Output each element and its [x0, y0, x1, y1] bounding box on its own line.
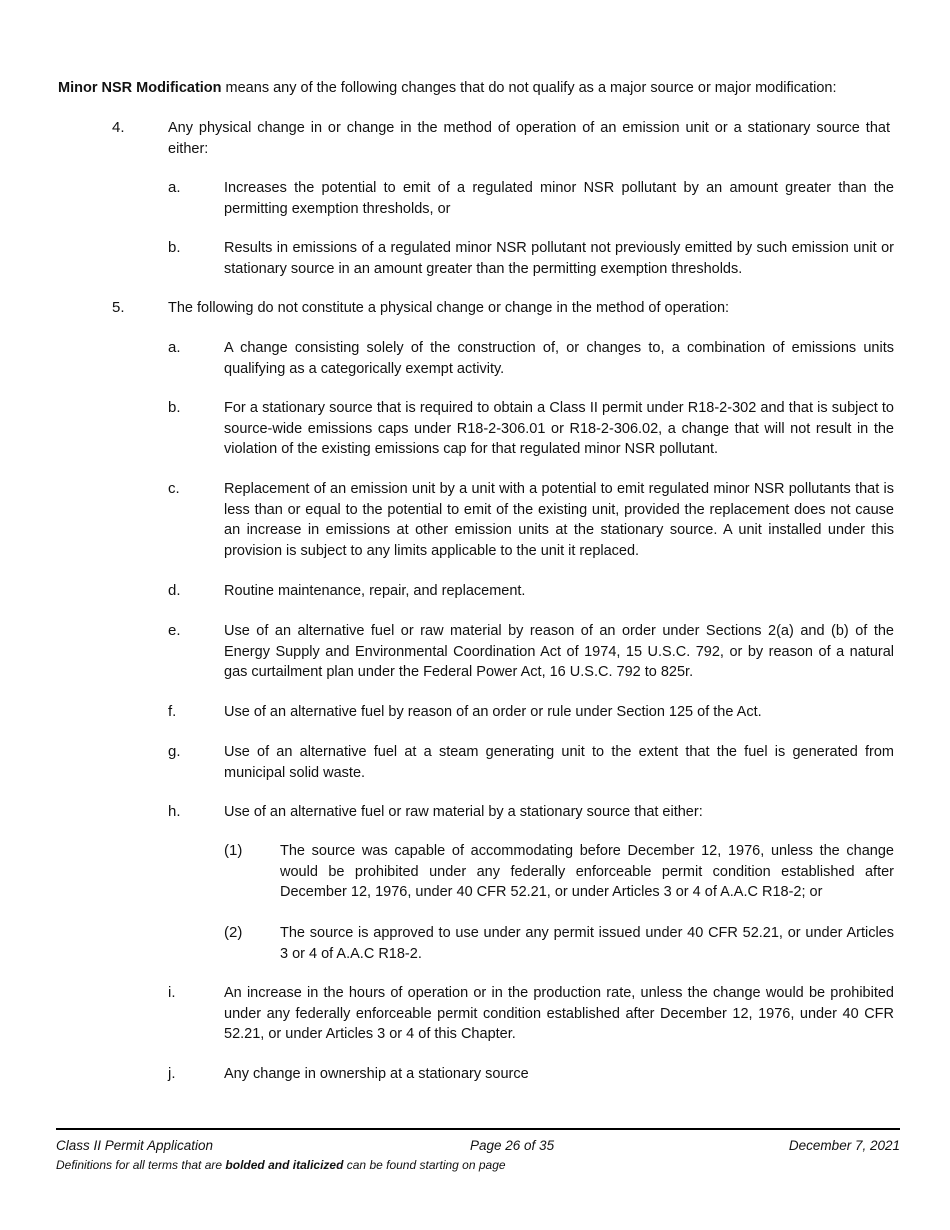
list-marker: b.: [168, 399, 181, 416]
list-marker: j.: [168, 1065, 176, 1082]
list-item-5b: [168, 398, 894, 460]
list-item-5h-1: [224, 841, 894, 903]
list-item-text: Results in emissions of a regulated minor NSR pollutant not previously emitted by such emission unit or stationary source in an amount greater than the permitting exemption thresholds.: [224, 240, 894, 277]
footer-divider: [56, 1128, 900, 1130]
list-marker: d.: [168, 582, 181, 599]
list-marker: i.: [168, 984, 176, 1001]
list-item-text: For a stationary source that is required to obtain a Class II permit under R18-2-302 and that is subject to source-wide emissions caps under R18-2-306.01 or R18-2-306.02, a change that will not result in the violation of the existing emissions cap for that regulated minor NSR pollutant.: [224, 400, 894, 457]
definition-intro: [58, 78, 898, 98]
list-marker: e.: [168, 622, 181, 639]
list-item-text: Use of an alternative fuel by reason of an order or rule under Section 125 of the Act.: [224, 704, 762, 720]
footer-note: [56, 1158, 506, 1172]
list-item-text: The source is approved to use under any permit issued under 40 CFR 52.21, or under Articles 3 or 4 of A.A.C R18-2.: [280, 925, 894, 962]
list-item-5e: [168, 621, 894, 683]
list-item-text: The source was capable of accommodating before December 12, 1976, unless the change would be prohibited under any federally enforceable permit condition established after December 12, 1976, under 40 CFR 52.21, or under Articles 3 or 4 of A.A.C R18-2; or: [280, 843, 894, 900]
list-item-text: Replacement of an emission unit by a unit with a potential to emit regulated minor NSR pollutants that is less than or equal to the potential to emit of the existing unit, provided the replacement does not cause an increase in emissions at other emission units at the stationary source. A unit installed under this provision is subject to any limits applicable to the unit it replaced.: [224, 481, 894, 559]
list-marker: (1): [224, 842, 243, 859]
list-item-text: Use of an alternative fuel or raw material by reason of an order under Sections 2(a) and (b) of the Energy Supply and Environmental Coordination Act of 1974, 15 U.S.C. 792, or by reason of a natural gas curtailment plan under the Federal Power Act, 16 U.S.C. 792 to 825r.: [224, 623, 894, 680]
list-marker: (2): [224, 924, 243, 941]
list-item-5: [112, 298, 890, 319]
list-item-text: Use of an alternative fuel or raw material by a stationary source that either:: [224, 804, 703, 820]
list-marker: 5.: [112, 299, 125, 316]
footer-date: December 7, 2021: [788, 1138, 900, 1153]
footer-doc-title: Class II Permit Application: [56, 1138, 214, 1153]
list-item-5a: [168, 338, 894, 379]
list-item-5h: [168, 802, 894, 823]
list-item-5f: [168, 702, 894, 723]
list-item-5c: [168, 479, 894, 561]
list-item-4b: [168, 238, 894, 279]
list-item-text: Any change in ownership at a stationary source: [224, 1066, 529, 1082]
list-item-text: Increases the potential to emit of a regulated minor NSR pollutant by an amount greater than the permitting exemption thresholds, or: [224, 180, 894, 217]
list-item-4a: [168, 178, 894, 219]
definition-text: means any of the following changes that do not qualify as a major source or major modification:: [221, 80, 837, 96]
list-item-text: Any physical change in or change in the method of operation of an emission unit or a stationary source that either:: [168, 120, 890, 157]
list-marker: a.: [168, 339, 181, 356]
list-item-text: Use of an alternative fuel at a steam generating unit to the extent that the fuel is generated from municipal solid waste.: [224, 744, 894, 781]
list-item-text: An increase in the hours of operation or in the production rate, unless the change would be prohibited under any federally enforceable permit condition established after December 12, 1976, under 40 CFR 52.21, or under Articles 3 or 4 of this Chapter.: [224, 985, 894, 1042]
list-item-5i: [168, 983, 894, 1045]
list-marker: 4.: [112, 119, 125, 136]
list-marker: f.: [168, 703, 177, 720]
list-marker: g.: [168, 743, 181, 760]
list-item-4: [112, 118, 890, 159]
footer-note-bold: bolded and italicized: [225, 1158, 344, 1172]
list-item-5g: [168, 742, 894, 783]
list-item-text: The following do not constitute a physical change or change in the method of operation:: [168, 300, 730, 316]
list-marker: a.: [168, 179, 181, 196]
list-item-5h-2: [224, 923, 894, 964]
footer-note-post: can be found starting on page: [343, 1158, 506, 1172]
list-item-5d: [168, 581, 894, 602]
list-item-5j: [168, 1064, 894, 1085]
list-marker: b.: [168, 239, 181, 256]
footer-page-number: Page 26 of 35: [470, 1138, 555, 1153]
list-marker: c.: [168, 480, 180, 497]
list-marker: h.: [168, 803, 181, 820]
footer-note-pre: Definitions for all terms that are: [56, 1158, 226, 1172]
list-item-text: A change consisting solely of the construction of, or changes to, a combination of emissions units qualifying as a categorically exempt activity.: [224, 340, 894, 377]
list-item-text: Routine maintenance, repair, and replacement.: [224, 583, 526, 599]
defined-term: Minor NSR Modification: [58, 80, 222, 96]
